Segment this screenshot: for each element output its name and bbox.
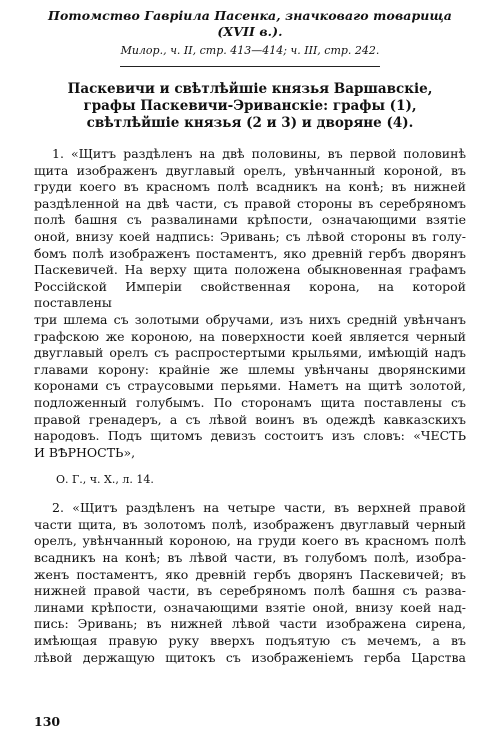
text-line: женъ постаментъ, яко древнiй гербъ дворянъ Паскевичей; въ [34, 566, 466, 582]
header-title: Потомство Гаврiила Пасенка, значковаго товарища (XVII в.). [48, 8, 452, 39]
text-line: графскою же короною, на поверхности коей является черный [34, 328, 466, 344]
text-line: три шлема съ золотыми обручами, изъ нихъ среднiй увѣнчанъ [34, 311, 466, 327]
text-line: коронами съ страусовыми перьями. Наметъ на щитѣ золотой, [34, 378, 466, 394]
text-line: народовъ. Подъ щитомъ девизъ состоитъ изъ словъ: «ЧЕСТЬ [34, 428, 466, 444]
text-line: 1. «Щитъ раздѣленъ на двѣ половины, въ первой половинѣ [52, 146, 466, 161]
text-line: имѣющая правую руку вверхъ подъятую съ мечемъ, а въ [34, 633, 466, 649]
section-title-line: графы Паскевичи-Эриванскiе: графы (1), [83, 98, 417, 114]
paragraph-2 [34, 500, 466, 666]
header-reference: Милор., ч. II, стр. 413—414; ч. III, стр. 242. [120, 44, 380, 57]
text-line: орелъ, увѣнчанный короною, на груди коего въ красномъ полѣ [34, 533, 466, 549]
text-line: Паскевичей. На верху щита положена обыкновенная графамъ [34, 262, 466, 278]
section-title-line: свѣтлѣйшiе князья (2 и 3) и дворяне (4). [86, 115, 414, 131]
source-citation: О. Г., ч. X., л. 14. [56, 473, 154, 487]
text-line: щита изображенъ двуглавый орелъ, увѣнчанный короной, въ [34, 162, 466, 178]
text-line: лѣвой держащую щитокъ съ изображенiемъ герба Царства [34, 649, 466, 665]
text-line: двуглавый орелъ съ распростертыми крыльями, имѣющiй надъ [34, 345, 466, 361]
text-line: полѣ башня съ развалинами крѣпости, означающими взятiе [34, 212, 466, 228]
text-line: раздѣленной на двѣ части, съ правой стороны въ серебряномъ [34, 195, 466, 211]
text-line: И ВѢРНОСТЬ», [34, 444, 136, 460]
text-line: главами корону: крайнiе же шлемы увѣнчаны дворянскими [34, 361, 466, 377]
text-line: Россiйской Имперiи свойственная корона, на которой поставлены [34, 278, 466, 311]
text-line: всадникъ на конѣ; въ лѣвой части, въ голубомъ полѣ, изобра- [34, 550, 466, 566]
page-number: 130 [34, 714, 61, 729]
text-line: правой гренадеръ, а съ лѣвой воинъ въ одеждѣ кавказскихъ [34, 411, 466, 427]
text-line: груди коего въ красномъ полѣ всадникъ на конѣ; въ нижней [34, 179, 466, 195]
section-title-line: Паскевичи и свѣтлѣйшiе князья Варшавскiе, [67, 81, 433, 97]
text-line: оной, внизу коей надпись: Эривань; съ лѣвой стороны въ голу- [34, 228, 466, 244]
section-title [34, 81, 466, 132]
text-line: 2. «Щитъ раздѣленъ на четыре части, въ верхней правой [52, 500, 466, 516]
paragraph-1 [34, 146, 466, 461]
text-line: подложенный голубымъ. По сторонамъ щита поставлены съ [34, 394, 466, 410]
text-line: пись: Эривань; въ нижней лѣвой части изображена сирена, [34, 616, 466, 632]
divider [120, 66, 380, 67]
text-line: нижней правой части, въ серебряномъ полѣ башня съ разва- [34, 583, 466, 599]
text-line: части щита, въ золотомъ полѣ, изображенъ двуглавый черный [34, 516, 466, 532]
text-line: линами крѣпости, означающими взятiе оной, внизу коей над- [34, 599, 466, 615]
text-line: бомъ полѣ изображенъ постаментъ, яко древнiй гербъ дворянъ [34, 245, 466, 261]
